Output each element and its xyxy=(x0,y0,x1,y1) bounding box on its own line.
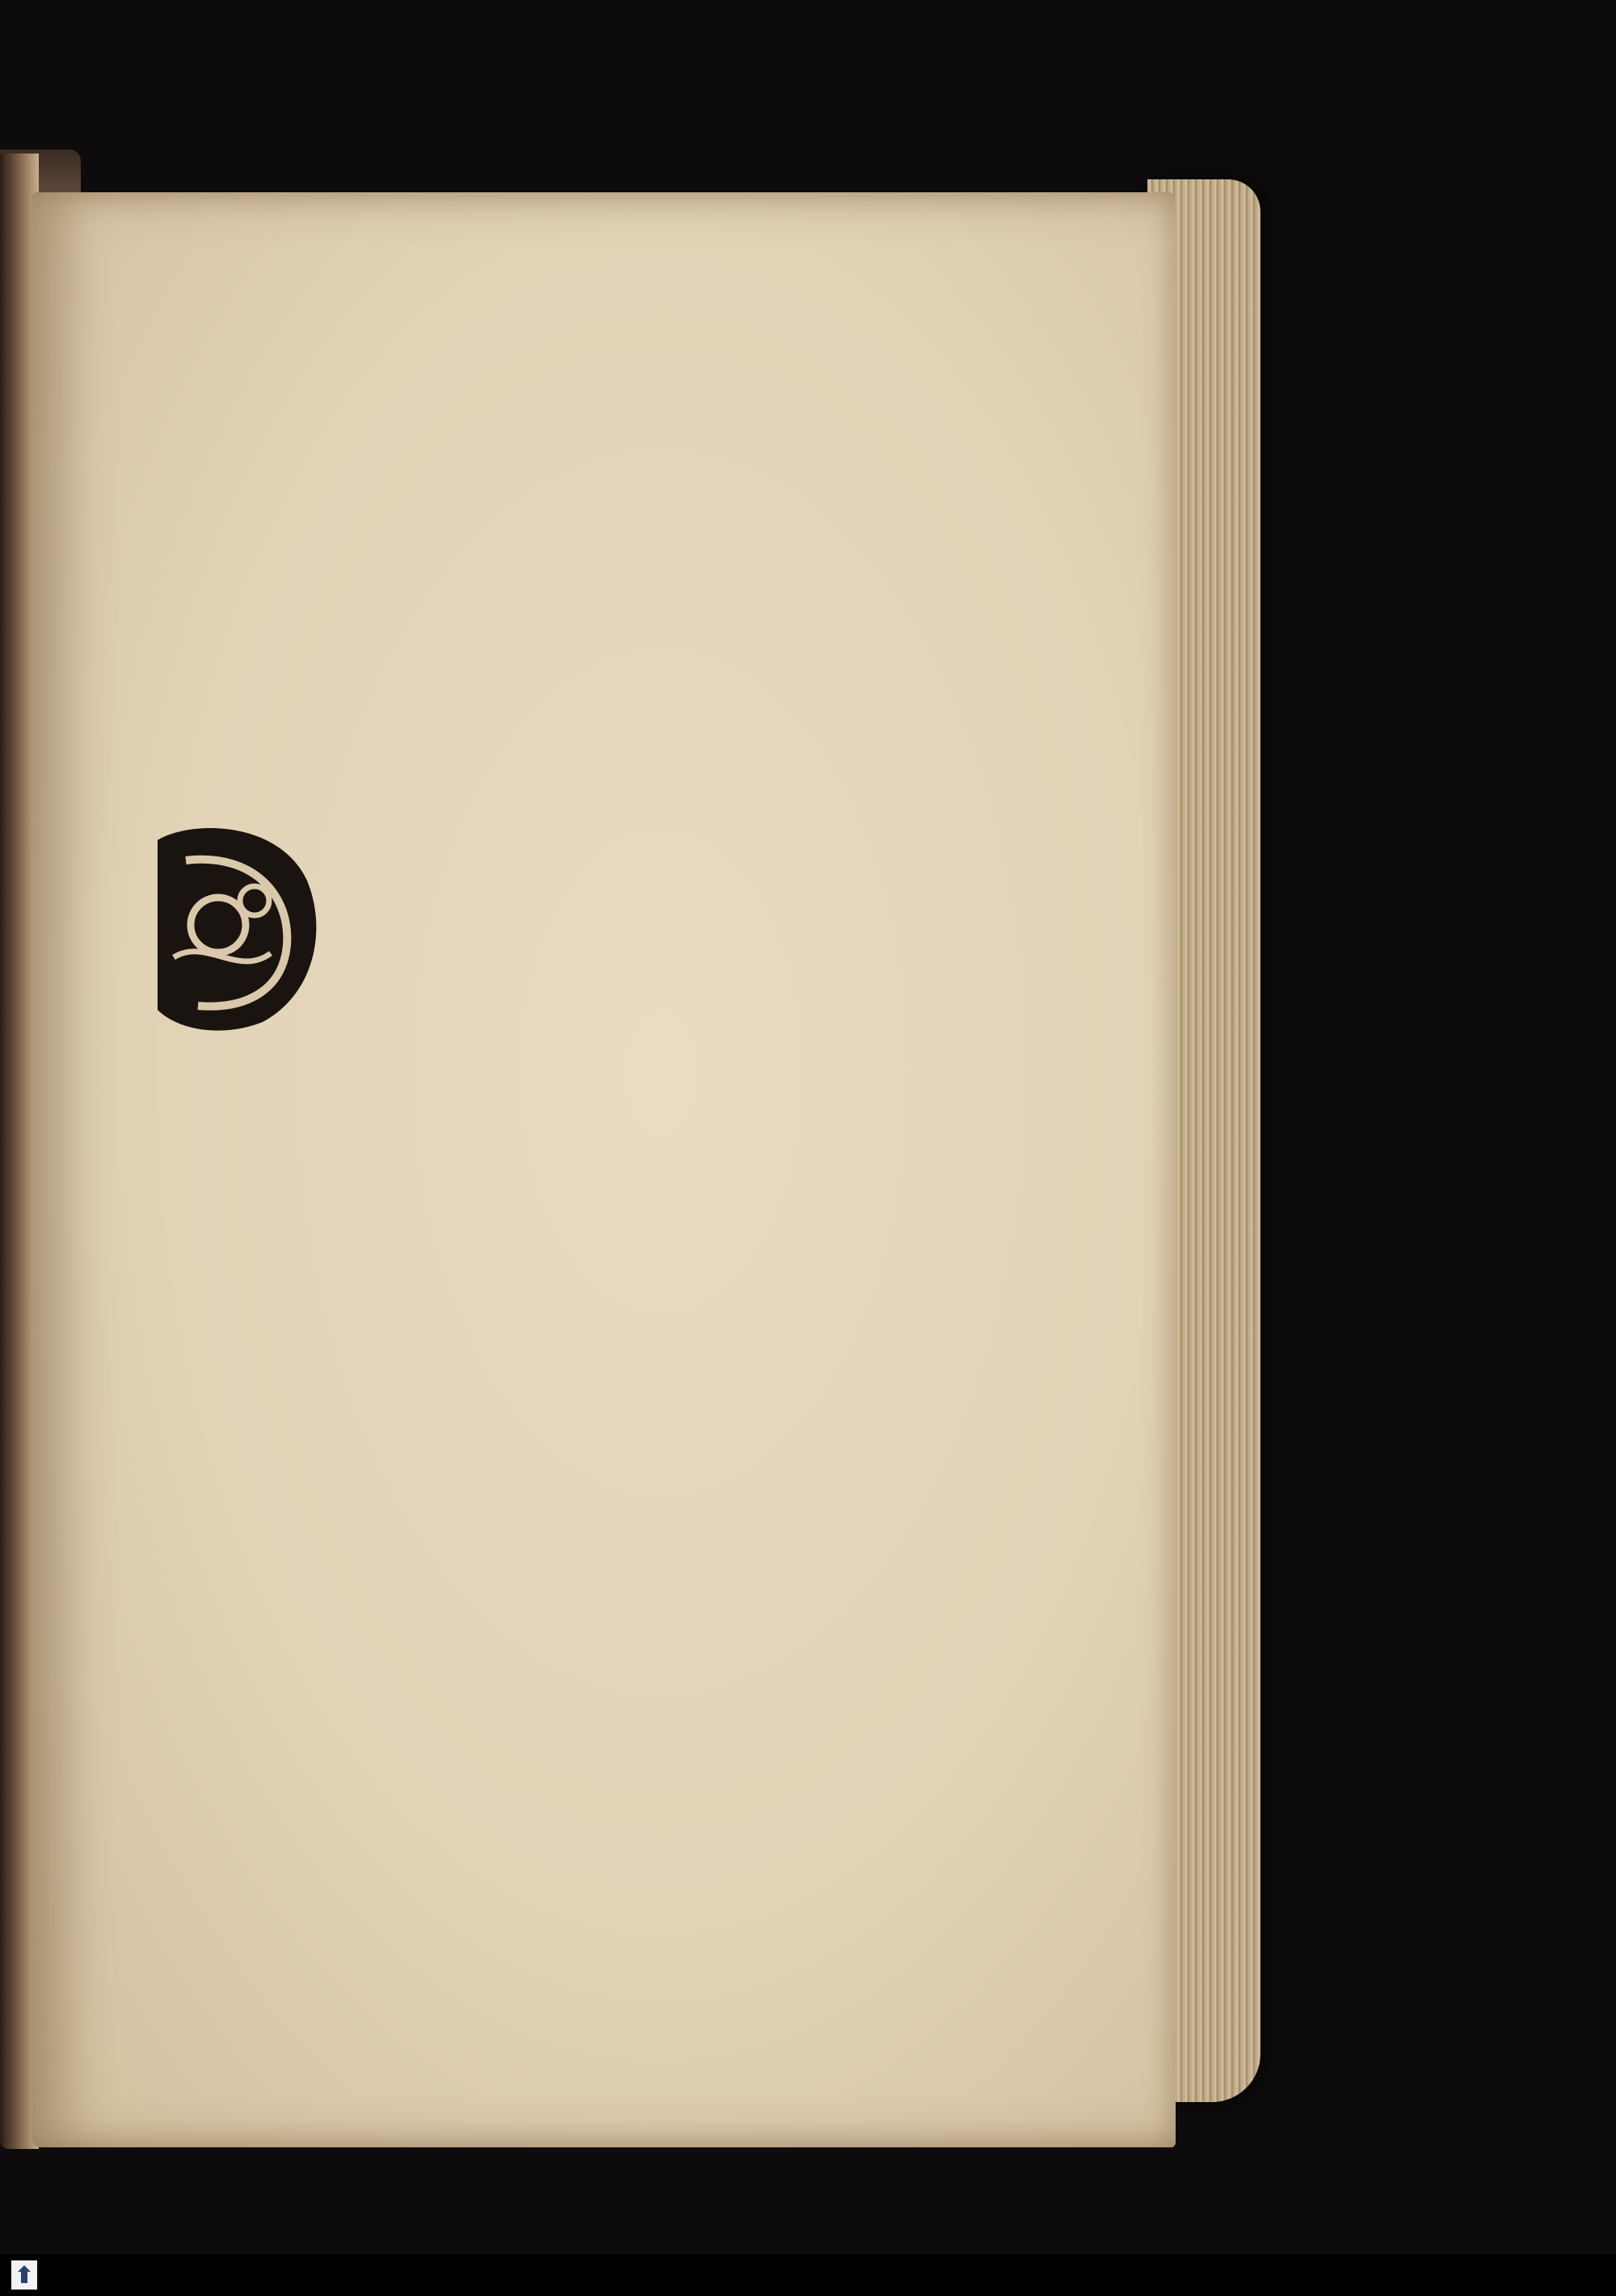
ornament-border xyxy=(141,313,1014,459)
institution-logo-icon xyxy=(8,2259,40,2291)
decorated-initial xyxy=(141,816,327,1034)
book-page xyxy=(32,192,1176,2147)
footer-bar xyxy=(0,2254,1616,2296)
